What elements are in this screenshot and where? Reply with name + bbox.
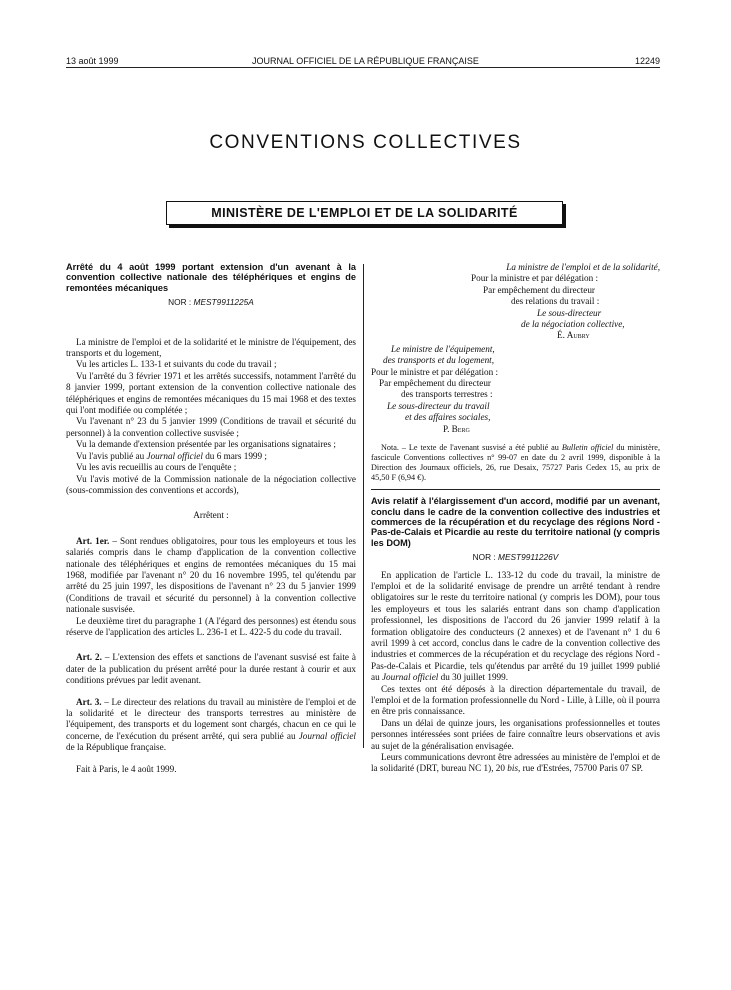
vu-3: Vu l'avenant n° 23 du 5 janvier 1999 (Conditions de travail et sécurité du personnel) à la convention collective susvisée ; [66,416,356,438]
ministry-box [166,201,563,225]
ministry-name: MINISTÈRE DE L'EMPLOI ET DE LA SOLIDARITÉ [211,206,518,220]
arrete-nor [66,297,356,308]
fait-a-paris: Fait à Paris, le 4 août 1999. [76,763,177,774]
header-journal-title: JOURNAL OFFICIEL DE LA RÉPUBLIQUE FRANÇAISE [252,56,479,66]
nota: Nota. – Le texte de l'avenant susvisé a été publié au Bulletin officiel du ministère, fascicule Conventions collectives n° 99-07 en date du 2 avril 1999, disponible à la Direction des Journaux officiels, 26, rue Desaix, 75727 Paris Cedex 15, au prix de 45,50 F (6,94 €). [371,443,660,483]
nor-label: NOR : [472,552,496,563]
avis-para-1: En application de l'article L. 133-12 du code du travail, la ministre de l'emploi et de la solidarité envisage de prendre un arrêté tendant à rendre obligatoires sur le reste du territoire national (y compris les DOM), pour tous les employeurs et tous les salariés entrant dans son champ d'application professionnel, les dispositions de l'accord du 26 janvier 1999 relatif à la formation obligatoire des conducteurs (2 annexes) et de l'avenant n° 1 du 6 avril 1999 à cet accord, conclus dans le cadre de la convention collective des industries et commerces de la récupération et du recyclage des régions Nord - Pas-de-Calais et Picardie, tels qu'étendus par arrêté du 19 juillet 1999 publié au Journal officiel du 30 juillet 1999. [371,569,660,683]
arrete-title: Arrêté du 4 août 1999 portant extension d'un avenant à la convention collective nationale des téléphériques et engins de remontées mécaniques [66,262,356,293]
section-title: CONVENTIONS COLLECTIVES [209,132,522,153]
vu-1: Vu les articles L. 133-1 et suivants du code du travail ; [76,359,277,370]
nor-code: MEST9911226V [498,552,559,563]
signature-block-1: La ministre de l'emploi et de la solidarité, Pour la ministre et par délégation : Par empêchement du directeur des relations du travail : Le sous-directeur de la négociation collective, É. Aubry [471,262,660,341]
nor-label: NOR : [168,297,192,308]
vu-7: Vu l'avis motivé de la Commission nationale de la négociation collective (sous-commission des conventions et accords), [66,473,356,495]
separator [371,489,660,490]
article-1: Art. 1er. – Sont rendues obligatoires, pour tous les employeurs et tous les salariés compris dans le champ d'application de la convention collective nationale des téléphériques et engins de remontées mécaniques du 15 mai 1968, modifiée par l'avenant n° 20 du 16 novembre 1995, tel qu'étendu par arrêté du 25 juin 1997, les dispositions de l'avenant n° 23 du 5 janvier 1999 (Conditions de travail et sécurité du personnel) à la convention collective nationale susvisée. [66,535,356,615]
header-rule [66,67,660,68]
preamble: La ministre de l'emploi et de la solidarité et le ministre de l'équipement, des transports et du logement, [66,336,356,359]
avis-title: Avis relatif à l'élargissement d'un accord, modifié par un avenant, conclu dans le cadre de la convention collective des industries et commerces de la récupération et du recyclage des régions Nord - Pas-de-Calais et Picardie au reste du territoire national (y compris les DOM) [371,496,660,548]
nor-code: MEST9911225A [193,297,254,308]
right-column [371,262,660,775]
vu-4: Vu la demande d'extension présentée par les organisations signataires ; [76,439,336,450]
arretent-label: Arrêtent : [193,510,229,521]
signature-block-2: Le ministre de l'équipement, des transports et du logement, Pour le ministre et par délégation : Par empêchement du directeur des transports terrestres : Le sous-directeur du travail et des affaires sociales, P. Berg [371,343,499,434]
vu-6: Vu les avis recueillis au cours de l'enquête ; [76,462,237,473]
vu-5: Vu l'avis publié au Journal officiel du 6 mars 1999 ; [76,450,267,461]
article-2: Art. 2. – L'extension des effets et sanctions de l'avenant susvisé est faite à dater de la publication du présent arrêté pour la durée restant à courir et aux conditions prévues par ledit avenant. [66,652,356,686]
article-3: Art. 3. – Le directeur des relations du travail au ministère de l'emploi et de la solidarité et le directeur des transports terrestres au ministère de l'équipement, des transports et du logement sont chargés, chacun en ce qui le concerne, de l'exécution du présent arrêté, qui sera publié au Journal officiel de la République française. [66,696,356,753]
avis-para-4: Leurs communications devront être adressées au ministère de l'emploi et de la solidarité (DRT, bureau NC 1), 20 bis, rue d'Estrées, 75700 Paris 07 SP. [371,752,660,774]
avis-para-3: Dans un délai de quinze jours, les organisations professionnelles et toutes personnes intéressées sont priées de faire connaître leurs observations et avis au sujet de la généralisation envisagée. [371,717,660,751]
avis-nor [371,552,660,563]
header-page-number: 12249 [634,56,660,66]
header-date: 13 août 1999 [66,56,119,66]
column-divider [363,264,364,748]
vu-2: Vu l'arrêté du 3 février 1971 et les arrêtés successifs, notamment l'arrêté du 8 janvier 1999, portant extension de la convention collective nationale des téléphériques et engins de remontées mécaniques du 15 mai 1968 et des textes qui l'ont modifiée ou complétée ; [66,370,356,416]
left-column [66,262,356,775]
avis-para-2: Ces textes ont été déposés à la direction départementale du travail, de l'emploi et de la formation professionnelle du Nord - Lille, à Lille, où il pourra en être pris connaissance. [371,683,660,717]
article-1-b: Le deuxième tiret du paragraphe 1 (A l'égard des personnes) est étendu sous réserve de l'application des articles L. 236-1 et L. 422-5 du code du travail. [66,615,356,637]
